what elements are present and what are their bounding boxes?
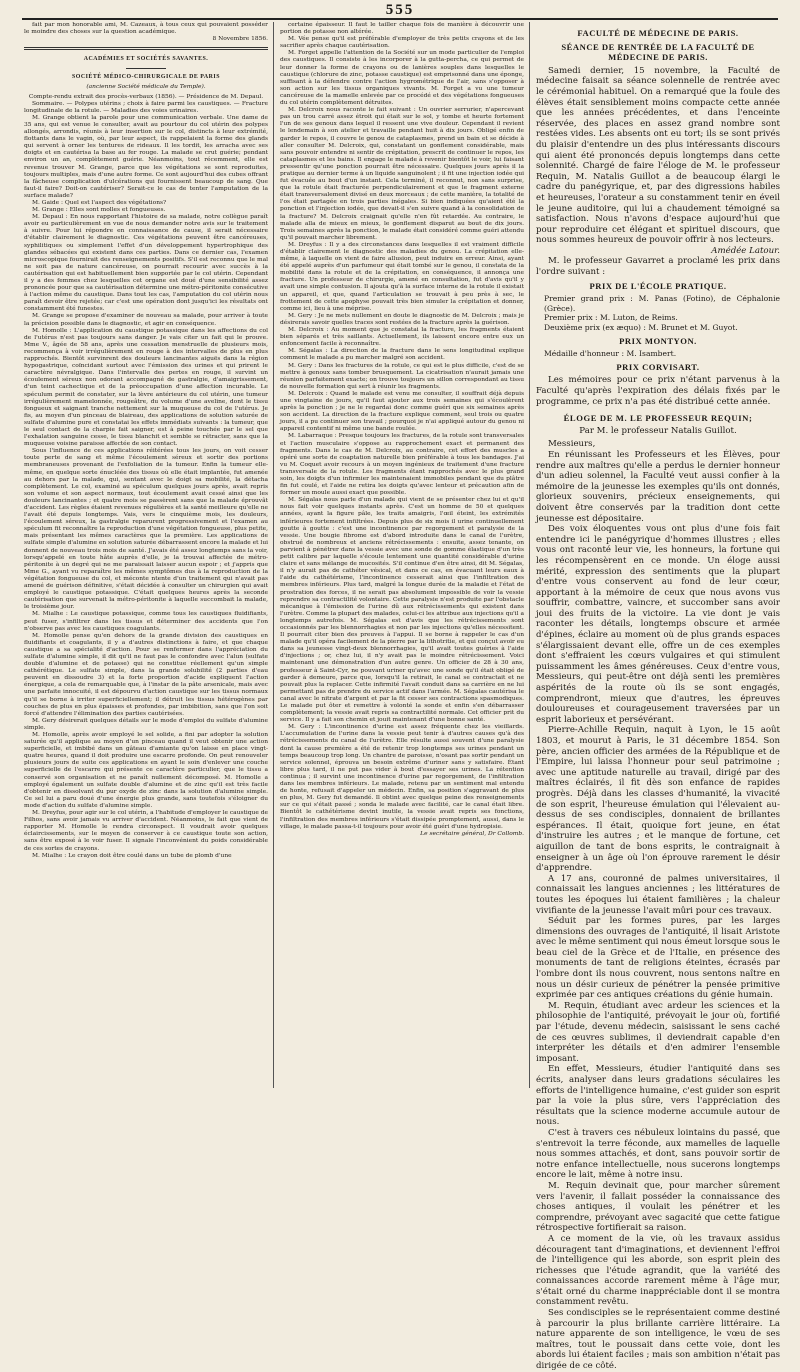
column-middle-body [280,22,524,831]
dateline: 8 Novembre 1856. [212,36,268,43]
paragraph: M. Homolle : L'application du caustique potassique dans les affections du col de l'utérus n'est pas toujours sans danger. Je vais citer un fait qui le prouve. Mme V., âgée de 58 ans, après une cessation menstruelle de plusieurs mois, recommença à voir irrégulièrement en rouge à des intervalles de plus en plus rapprochés. Bientôt survinrent des douleurs lancinantes aiguës dans la région hypogastrique, coïncidant surtout avec l'émission des urines et qui prirent le caractère névralgique. Dans l'intervalle des pertes en rouge, il survint un écoulement séreux non odorant accompagné de gastralgie, d'amaigrissement, d'un teint cachectique et de la préoccupation d'une affection incurable. Le spéculum permit de constater, sur la lèvre antérieure du col utérin, une tumeur irrégulièrement mamelonnée, rougeâtre, du volume d'une aveline, dont le tissu fongueux et saignant tranche nettement sur la muqueuse du col de l'utérus. Je fis, au moyen d'un pinceau de blaireau, des applications de solution saturée de sulfate d'alumine pure et constatai les effets immédiats suivants : la tumeur, que le seul contact de la charpie fait saigner, est à peine touchée par le sel que l'exhalation sanguine cesse, le tissu blanchit et semble se rétracter, sans que la muqueuse voisine paraisse affectée de son contact. [24,327,268,448]
summary: Sommaire. — Polypes utérins ; choix à faire parmi les caustiques. — Fracture longitudinale de la rotule. — Maladies des voies urinaires. [24,100,268,114]
header-rule [22,18,778,20]
paragraph: M. Grange se propose d'examiner de nouveau sa malade, pour arriver à toute la précision possible dans le diagnostic, et agir en conséquence. [24,313,268,327]
eloge-byline: Par M. le professeur Natalis Guillot. [579,425,737,436]
paragraph: M. Gery : Dans les fractures de la rotule, ce qui est le plus difficile, c'est de se mettre à genoux sans tomber brusquement. La cicatrisation n'aurait jamais une réunion parfaitement exacte; on trouve toujours un sillon correspondant au tissu de nouvelle formation qui sert à réunir les fragments. [280,362,524,390]
paragraph: M. Gery : Je ne mets nullement en doute le diagnostic de M. Delcroix ; mais je désirerais savoir quelles traces sont restées de la fracture après la guérison. [280,312,524,326]
paragraph: M. Homolle pense qu'en dehors de la grande division des caustiques en fluidifiants et coagulants, il y a d'autres distinctions à faire, et que chaque caustique a sa spécialité d'action. Pour se renfermer dans l'appréciation du sulfate d'alumine simple, il dit qu'il ne faut pas le confondre avec l'alun (sulfate double d'alumine et de potasse) qui ne constitue réellement qu'un simple cathérétique. Le sulfate simple, dans la grande solubilité (2 parties d'eau peuvent en dissoudre 3) et la forte proportion d'acide expliquent l'action énergique, a cela de remarquable que, à l'instar de la pâte arsenicale, mais avec une parfaite innocuité, il est dépourvu d'action caustique sur les tissus normaux qu'il se borne à irriter superficiellement; il détruit les tissus hétérogènes par couches de plus en plus épaisses et profondes, par imbibition, sans que l'on soit forcé d'attendre l'élimination des parties cautérisées. [24,632,268,717]
paragraph: M. Mialhe : Le caustique potassique, comme tous les caustiques fluidifiants, peut fuser, s'infiltrer dans les tissus et déterminer des accidents que l'on n'observe pas avec les caustiques coagulants. [24,611,268,632]
paragraph: Des voix éloquentes vous ont plus d'une fois fait entendre ici le panégyrique d'hommes illustres ; elles vous ont raconté leur vie, les honneurs, la fortune qui les récompensèrent en ce monde. Un éloge aussi mérité, expression des sentiments que la plupart d'entre vous conservent au fond de leur cœur, apportant à la mémoire de ceux que nous avons vus souffrir, combattre, vaincre, et succomber sans avoir joui des fruits de la victoire. La vie dont je vais raconter les détails, longtemps obscure et armée d'épines, éclaire au moment où de plus grands espaces s'élargissaient devant elle, offre un de ces exemples dont s'effraient les cœurs vulgaires et qui stimulent puissamment les âmes généreuses. Ceux d'entre vous, Messieurs, qui peut-être ont déjà senti les premières aspérités de la route où ils se sont engagés, comprendront, mieux que d'autres, les épreuves douloureuses et courageusement traversées par un esprit laborieux et persévérant. [536,524,780,725]
eloge-body [536,439,780,1371]
paragraph: A ce moment de la vie, où les travaux assidus découragent tant d'imaginations, et deviennent l'effroi de l'intelligence qui les aborde, son esprit plein des richesses que l'étude agrandit, que la variété des connaissances accorde rarement même à l'âge mur, s'était orné du charme inappréciable dont il se montra constamment revêtu. [536,1233,780,1308]
session-subtitle: SÉANCE DE RENTRÉE DE LA FACULTÉ DE MÉDECINE DE PARIS. [561,41,755,63]
paragraph: M. Gery désirerait quelques détails sur le mode d'emploi du sulfate d'alumine simple. [24,717,268,731]
paragraph: Samedi dernier, 15 novembre, la Faculté de médecine faisait sa séance solennelle de rentrée avec le cérémonial habituel. On a remarqué que la foule des élèves était sensiblement moins compacte cette année que les années précédentes, et dans l'enceinte réservée, des places en assez grand nombre sont restées vides. Les absents ont eu tort; ils se sont privés du plaisir d'entendre un des plus intéressants discours qui aient été prononcés depuis longtemps dans cette solennité. Chargé de faire l'éloge de M. le professeur Requin, M. Natalis Guillot a de beaucoup élargi le cadre du panégyrique, et, par des digressions habiles et heureuses, l'orateur a su constamment tenir en éveil le jeune auditoire, qui lui a chaudement témoigné sa satisfaction. Nous n'avons d'espace aujourd'hui que pour reproduire cet élégant et spirituel discours, que nous sommes heureux de pouvoir offrir à nos lecteurs. [536,65,780,246]
paragraph: M. Delcroix : Quand le malade est venu me consulter, il souffrait déjà depuis une vingtaine de jours, qu'il faut ajouter aux trois semaines qui s'écoulèrent après la ponction ; je ne le regardai donc comme guéri que six semaines après son accident. La direction de la fracture explique comment, seul trois ou quatre jours, il a pu continuer son travail ; pourquoi je n'ai appliqué autour du genou ni appareil contentif ni même une bande roulée. [280,390,524,433]
paragraph: En effet, Messieurs, étudier l'antiquité dans ses écrits, analyser dans leurs gradations séculaires les efforts de l'intelligence humaine, c'est guider son esprit par la voie la plus sûre, vers l'appréciation des résultats que la science moderne accumule autour de nous. [536,1064,780,1128]
corvisart-heading: PRIX CORVISART. [616,361,700,372]
session-intro [536,66,780,246]
column-left-body [24,115,268,860]
faculty-title: FACULTÉ DE MÉDECINE DE PARIS. [577,28,739,38]
paragraph: M. Gaide : Quel est l'aspect des végétations? [32,199,167,206]
paragraph: certaine épaisseur. Il faut le tailler chaque fois de manière à découvrir une portion de potasse non altérée. [280,22,524,36]
paragraph: M. Labarraque : Presque toujours les fractures, de la rotule sont transversales et l'action musculaire s'oppose au rapprochement exact et permanent des fragments. Dans le cas de M. Delcroix, au contraire, cet effort des muscles a opéré une sorte de coaptation naturelle bien préférable à tous les bandages. J'ai vu M. Coquet avoir recours à un moyen ingénieux de traitement d'une fracture transversale de la rotule. Les fragments étant rapprochés avec le plus grand soin, les doigts d'un infirmier les maintenaient immobiles pendant que du plâtre fin fut coulé, et l'aide ne retira les doigts qu'avec lenteur et précaution afin de former un moule aussi exact que possible. [280,433,524,497]
section-rule [24,47,268,50]
paragraph: M. Vée pense qu'il est préférable d'employer de très petits crayons et de les sacrifier après chaque cautérisation. [280,36,524,50]
paragraph: M. Grange : Elles sont molles et fongueuses. [32,207,166,214]
secretary-signature: Le secrétaire général, Dr Collomb. [420,830,524,837]
prize-intro: M. le professeur Gavarret a proclamé les prix dans l'ordre suivant : [536,256,780,278]
paragraph: M. Requin devinait que, pour marcher sûrement vers l'avenir, il fallait posséder la connaissance des choses antiques, il voulait les pénétrer et les comprendre, prévoyant avec sagacité que cette fatigue rétrospective fortifierait sa raison. [536,1180,780,1234]
corvisart-text: Les mémoires pour ce prix n'étant parvenus à la Faculté qu'après l'expiration des délais fixés par le programme, ce prix n'a pas été distribué cette année. [536,375,780,407]
prize-heading: PRIX DE L'ÉCOLE PRATIQUE. [589,280,727,291]
society-subtitle: (ancienne Société médicale du Temple). [86,84,206,91]
paragraph: M. Delcroix : Au moment que je constatai la fracture, les fragments étaient bien séparés et très saillants. Actuellement, ils laissent encore entre eux un enfoncement facile à reconnaître. [280,327,524,348]
paragraph: M. Requin, étudiant avec ardeur les sciences et la philosophie de l'antiquité, prévoyait le jour où, fortifié par l'étude, devenu médecin, saisissant le sens caché de ces œuvres sublimes, il deviendrait capable d'en interpréter les détails et d'en admirer l'ensemble imposant. [536,1000,780,1064]
paragraph: M. Forget appelle l'attention de la Société sur un mode particulier de l'emploi des caustiques. Il consiste à les incorporer à la gutta-percha, ce qui permet de leur donner la forme de crayons ou de lanières souples dans lesquelles le caustique (chlorure de zinc, potasse caustique) est emprisonné dans une éponge, suffisant à la défendre contre l'action hygrométrique de l'air, sans s'opposer à son action sur les tissus organiques vivants. M. Forget a vu une tumeur cancéreuse de la mamelle enlevée par ce procédé et des végétations fongueuses du col utérin complètement détruites. [280,50,524,107]
column-right [536,22,780,1372]
paragraph: Ses condisciples se le représentaient comme destiné à parcourir la plus brillante carrière littéraire. La nature apparente de son intelligence, le vœu de ses maîtres, tout le poussait dans cette voie, dont les abords lui étaient faciles ; mais son ambition n'était pas dirigée de ce côté. [536,1308,780,1372]
report-line: Compte-rendu extrait des procès-verbaux (1856). — Présidence de M. Depaul. [28,93,264,100]
paragraph: M. Mialhe : Le crayon doit être coulé dans un tube de plomb d'une [32,852,232,859]
section-title: ACADÉMIES ET SOCIÉTÉS SAVANTES. [83,56,209,63]
paragraph: Deuxième prix (ex æquo) : M. Brunet et M. Guyot. [544,323,738,333]
column-middle [280,22,524,1092]
prize-list [536,294,780,332]
paragraph: M. Ségalas nous parle d'un malade qui vient de se présenter chez lui et qu'il nous fait voir quelques instants après. C'est un homme de 50 et quelques années, ayant la figure pâle, les traits amaigris, l'œil éteint, les extrémités inférieures fortement infiltrées. Depuis plus de six mois il urine continuellement goutte à goutte : c'est une incontinence par regorgement et paralysie de la vessie. Une bougie fibrome est d'abord introduite dans le canal de l'urètre, obstrué de nombreux et anciens rétrécissements : ensuite, assez tenante, on parvient à pénétrer dans la vessie avec une sonde de gomme élastique d'un très petit calibre par laquelle s'écoule lentement une quantité considérable d'urine claire et sans mélange de mucosités. S'il continue d'en être ainsi, dit M. Ségalas, il n'y aurait pas de cathéter vésical, et dans ce cas, en évacuant leurs eaux à l'aide du cathétérisme, l'incontinence cesserait ainsi que l'infiltration des membres inférieurs. Plus tard, malgré la longue durée de la maladie et l'état de prostration des forces, il ne serait pas absolument impossible de voir la vessie reprendre sa contractilité volontaire. Cette paralysie n'est produite par l'obstacle mécanique à l'émission de l'urine dû aux rétrécissements qui existent dans l'urètre. Comme la plupart des malades, celui-ci les attribue aux injections qu'il a longtemps autrefois. M. Ségalas est d'avis que les rétrécissements sont occasionnés par les blennorrhagies et non par les injections qu'elles nécessitent. Il pourrait citer bien des preuves à l'appui. Il se borne à rappeler le cas d'un malade qu'il opéra facilement de la pierre par la lithotritie, et qui conçut avoir eu dans sa jeunesse vingt-deux blennorrhagies, qu'il avait toutes guéries à l'aide d'injections ; or, chez lui, il n'y avait pas le moindre rétrécissement. Voici maintenant une démonstration d'un autre genre. Un officier de 28 à 30 ans, professeur à Saint-Cyr, ne pouvant uriner qu'avec une sonde qu'il était obligé de garder à demeure, parce que, lorsqu'il la retirait, le canal se contractait et ne pouvait plus la replacer. Cette infirmité l'avait conduit dans sa carrière en ne lui permettant pas de prendre du service actif dans l'armée. M. Ségalas cautérisa le canal avec le nitrate d'argent et par la fit cesser ses contractions spasmodiques. Le malade put ôter et remettre à volonté la sonde et enfin s'en débarrasser complètement; la vessie avait repris sa contractilité normale. Cet officier prit du service. Il y a fait son chemin et jouit maintenant d'une bonne santé. [280,497,524,724]
paragraph: M. Ségalas : La direction de la fracture dans le sens longitudinal explique comment le malade a pu marcher malgré son accident. [280,348,524,362]
column-left [24,22,268,1092]
paragraph: M. Gery : L'incontinence d'urine est assez fréquente chez les vieillards. L'accumulation de l'urine dans la vessie peut tenir à d'autres causes qu'à des rétrécissements du canal de l'urètre. Elle résulte aussi souvent d'une paralysie dont la cause première a été de retenir trop longtemps ses urines pendant un temps beaucoup trop long. Un chantre de paroisse, n'osant pas sortir pendant un service solennel, éprouva un besoin extrême d'uriner sans y satisfaire. Étant libre plus tard, il ne put pas vider à bout d'essayer ses urines. La rétention continua ; il survint une incontinence d'urine par regorgement, de l'infiltration dans les membres inférieurs. Le malade, retenu par un sentiment mal entendu de honte, refusait d'appeler un médecin. Enfin, sa position s'aggravant de plus en plus, M. Gery fut demandé. Il obtint avec quelque peine des renseignements sur ce qui s'était passé ; sonda le malade avec facilité, car le canal était libre. Bientôt le cathétérisme devint inutile, la vessie avait repris ses fonctions, l'infiltration des membres inférieurs s'était dissipée promptement, aussi, dans le village, le malade passa-t-il toujours pour avoir été guéri d'une hydropisie. [280,724,524,830]
paragraph: Pierre-Achille Requin, naquit à Lyon, le 15 août 1803, et mourut à Paris, le 31 décembre 1854. Son père, ancien officier des armées de la République et de l'Empire, lui laissa l'honneur pour seul patrimoine ; avec une aptitude naturelle au travail, dirigé par des maîtres éclairés, il fit dès son enfance de rapides progrès. Déjà dans les classes d'humanité, la vivacité de son esprit, l'heureuse émulation qui l'élevaient au-dessus de ses condisciples, donnaient de brillantes espérances. Il était, quoique fort jeune, en état d'instruire les autres ; et le manque de fortune, cet aiguillon de tant de bons esprits, le contraignait à enseigner à un âge où l'on éprouve rarement le désir d'apprendre. [536,725,780,874]
montyon-heading: PRIX MONTYON. [619,335,697,346]
montyon-line: Médaille d'honneur : M. Isambert. [544,349,677,359]
intro-paragraph: fait par mon honorable ami, M. Cazeaux, à tous ceux qui pouvaient posséder le moindre des choses sur la question académique. [24,22,268,36]
paragraph: C'est à travers ces nébuleux lointains du passé, que s'entrevoit la terre féconde, aux mamelles de laquelle nous sommes attachés, et dont, sans pouvoir sortir de notre enfance intellectuelle, nous sucerons longtemps encore le lait, même à notre insu. [536,1127,780,1181]
paragraph: Messieurs, [548,439,596,450]
eloge-title: ÉLOGE DE M. LE PROFESSEUR REQUIN; [563,413,753,424]
column-divider [529,22,530,1088]
paragraph: M. Grange obtient la parole pour une communication verbale. Une dame de 35 ans, qui est venue le consulter, avait au pourtour du col utérin des polypes allongés, arrondis, réunis à leur insertion sur le col, distincts à leur extrémité, flottants dans le vagin, où, par leur aspect, ils rappelaient la forme des glands qui servent à orner les tentures de rideaux. Il les tordit, les arracha avec ses doigts et en cautérisa la base au fer rouge. La malade se crut guérie; pendant environ un an, complètement guérie. Néanmoins, tout récemment, elle est revenue trouver M. Grange, parce que les végétations se sont reproduites, toujours multiples, mais d'une autre forme. Ce sont aujourd'hui des cubes offrant la fâcheuse complication d'ulcérations qui fournissent beaucoup de sang. Que faut-il faire? Doit-on cautériser? Serait-ce le cas de tenter l'amputation de la surface malade? [24,114,268,199]
paragraph: M. Delcroix nous raconte le fait suivant : Un ouvrier serrurier, n'apercevant pas un trou carré assez étroit qui était sur le sol, y tombe et heurte fortement l'un de ses genoux dans lequel il ressent une vive douleur. Cependant il revient le lendemain à son atelier et travaille pendant huit à dix jours. Obligé enfin de garder le repos, il couvre le genou de cataplasmes, prend un bain et se décide à aller consulter M. Delcroix, qui, constatant un gonflement considérable, mais sans pouvoir entendre ni sentir de crépitation, prescrit de continuer le repos, les cataplasmes et les bains. Il engage le malade à revenir bientôt le voir, lui faisant pressentir qu'une ponction pourrait être nécessaire. Quelques jours après il la pratique au dernier terme à un liquide sanguinolent ; il fit une injection iodée qui fut évacuée au bout d'un instant. Cela terminé, il reconnut, non sans surprise, que la rotule était fracturée perpendiculairement et que le fragment externe était transversalement divisé en deux morceaux ; de cette manière, la totalité de l'os était partagée en trois parties inégales. Si bien indiquées qu'aient été la ponction et l'injection iodée, que devait-il s'en suivre quand à la consolidation de la fracture? M. Delcroix craignait qu'elle n'en fût retardée. Au contraire, le malade alla de mieux en mieux, le gonflement disparut au bout de dix jours. Trois semaines après la ponction, le malade était considéré comme guéri attendu qu'il pouvait marcher librement. [280,107,524,241]
paragraph: Premier prix : M. Luton, de Reims. [544,313,678,323]
paragraph: Séduit par les formes pures, par les larges dimensions des ouvrages de l'antiquité, il lisait Aristote avec le même sentiment qui nous émeut lorsque sous le beau ciel de la Grèce et de l'Italie, en présence des monuments de tant de religions éteintes, écrasés par l'ombre dont ils nous couvrent, nous sentons naître en nous un désir curieux de pénétrer la pensée primitive exprimée par ces antiques créations du génie humain. [536,916,780,1001]
paragraph: A 17 ans, couronné de palmes universitaires, il connaissait les langues anciennes ; les littératures de toutes les époques lui étaient familières ; la chaleur vivifiante de la jeunesse l'avait mûri pour ces travaux. [536,873,780,916]
column-divider [273,22,274,1088]
paragraph: M. Homolle, après avoir employé le sel solide, a fini par adopter la solution saturée qu'il applique au moyen d'un pinceau quand il veut obtenir une action superficielle, et imbibé dans un gâteau d'amiante qu'on laisse en place vingt-quatre heures, quand il doit produire une escarre profonde. On peut renouveler plusieurs jours de suite ces applications en ayant le soin d'enlever une couche superficielle de l'escarre qui présente ce caractère particulier, que le tissu a conservé son organisation et ne paraît nullement décomposé. M. Homolle a employé également un sulfate double d'alumine et de zinc qu'il est très facile d'obtenir en dissolvant du pur oxyde de zinc dans la solution d'alumine simple. Ce sel lui a paru doué d'une énergie plus grande, sans toutefois s'éloigner du mode d'action du sulfate d'alumine simple. [24,732,268,809]
society-title: SOCIÉTÉ MÉDICO-CHIRURGICALE DE PARIS [72,74,220,81]
paragraph: En réunissant les Professeurs et les Élèves, pour rendre aux maîtres qu'elle a perdus le dernier honneur d'un adieu solennel, la Faculté veut aussi confier à la mémoire de la jeunesse les exemples qu'ils ont donnés, glorieux souvenirs, précieux enseignements, qui doivent être conservés par la tradition dont cette jeunesse est dépositaire. [536,449,780,524]
paragraph: M. Depaul : En nous rapportant l'histoire de sa malade, notre collègue paraît avoir eu particulièrement en vue de nous demander notre avis sur le traitement à suivre. Pour lui répondre en connaissance de cause, il serait nécessaire d'établir clairement le diagnostic. Ces végétations peuvent être cancéreuses, syphilitiques ou simplement l'effet d'un développement hypertrophique des glandes sébacées qui existent dans ces parties. Dans ce dernier cas, l'examen microscopique fournirait des renseignements positifs. S'il est reconnu que le mal ne soit pas de nature cancéreuse, on pourrait recourir avec succès à la cautérisation qui est habituellement bien supportée par le col utérin. Cependant il y a des femmes chez lesquelles cet organe est doué d'une sensibilité assez prononcée pour que sa cautérisation détermine une métro-péritonite consécutive à l'action même du caustique. Dans tout les cas, l'amputation du col utérin nous paraît devoir être rejetée; car c'est une opération dont jusqu'ici les résultats ont constamment été funestes. [24,214,268,313]
page-number: 555 [385,2,415,18]
paragraph: Premier grand prix : M. Panas (Fotino), de Céphalonie (Grèce). [544,294,780,313]
separator [126,68,166,69]
paragraph: Sous l'influence de ces applications réitérées tous les jours, on voit cesser toute perte de sang et même l'écoulement séreux et sortir des portions membraneuses provenant de l'exfoliation de la tumeur. Enfin la tumeur elle-même, en quelque sorte énucléée des tissus où elle était implantée, fut amenée au dehors par la malade, qui, sentant avec le doigt sa mobilité, la détacha complètement. Le col, examiné au spéculum quelques jours après, avait repris son volume et son aspect normaux, tout écoulement avait cessé ainsi que les douleurs lancinantes ; et quatre mois se passèrent sans que la malade éprouvât d'accident. Les règles étaient revenues régulières et la santé meilleure qu'elle ne l'avait été depuis longtemps. Vais, vers le cinquième mois, les douleurs, l'écoulement séreux, la gastralgie reparurent progressivement et l'examen au spéculum fit reconnaître la reproduction d'une végétation fongueuse, plus petite, mais présentant les mêmes caractères que la première. Les applications de sulfate simple d'alumine en solution saturée débarrassent encore la malade et lui donnent de nouveau trois mois de santé. J'avais été assez longtemps sans la voir, lorsqu'appelé en toute hâte auprès d'elle, je la trouvai affectée de métro-péritonite à un degré qui ne me paraissait laisser aucun espoir ; et j'appris que Mme G., ayant vu reparaître les mêmes symptômes dus à la reproduction de la végétation fongueuse du col, et méconte ntente d'un traitement qui n'avait pas amené de guérison définitive, s'était décidée à consulter un chirurgien qui avait employé le caustique potassique. C'était quelques heures après la seconde cautérisation que survenait la métro-péritonite à laquelle succombait la malade, le troisième jour. [24,448,268,611]
paragraph: M. Dreyfus : Il y a des circonstances dans lesquelles il est vraiment difficile d'établir clairement le diagnostic des maladies du genou. La crépitation elle-même, à laquelle on vient de faire allusion, peut induire en erreur. Ainsi, ayant été appelé auprès d'un parfumeur qui était tombé sur le genou, il constata de la mobilité dans la rotule et de la crépitation, en conséquence, il annonça une fracture. Un professeur de chirurgie, amené en consultation, fut d'avis qu'il y avait une simple contusion. Il ajouta qu'à la surface interne de la rotule il existait un appareil, et que, quand l'articulation se trouvait à peu près à sec, le frottement de cette apophyse pouvait très bien simuler la crépitation et donner, comme ici, lieu à une méprise. [280,241,524,312]
editor-signoff: Amédée Latour. [711,245,780,256]
paragraph: M. Dreyfus, pour agir sur le col utérin, a l'habitude d'employer le caustique de Filhos, sans avoir jamais vu arriver d'accident. Néanmoins, le fait que vient de rapporter M. Homolle le rendra circonspect. Il voudrait avoir quelques éclaircissements, sur le moyen de conserver à ce caustique toute son action, sans être exposé à le voir fuser. Il signale l'inconvénient du poids considérable de ces sortes de crayons. [24,810,268,852]
